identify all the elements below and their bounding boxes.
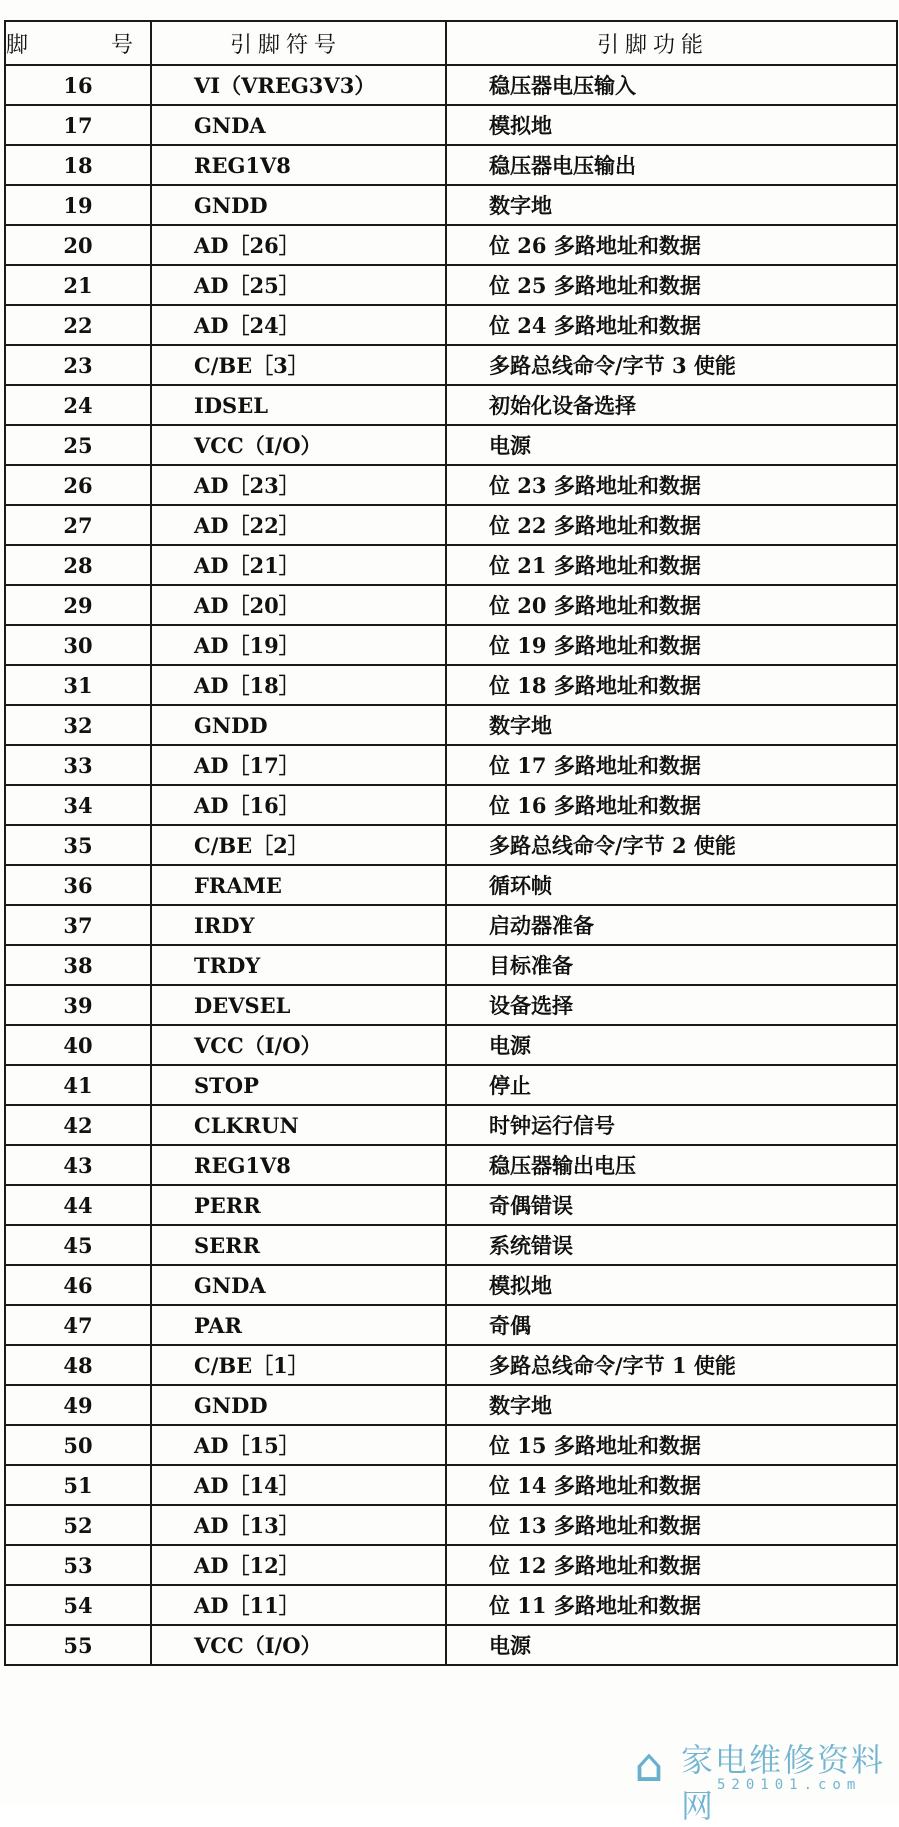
table-row [5,865,897,905]
pin-number-cell: 50 [5,1425,151,1465]
pin-function-cell: 电源 [446,1625,897,1665]
table-row [5,825,897,865]
table-row [5,705,897,745]
pin-function-cell: 初始化设备选择 [446,385,897,425]
pin-function-cell: 位 23 多路地址和数据 [446,465,897,505]
table-row [5,545,897,585]
table-row [5,65,897,105]
pin-symbol-cell: IDSEL [151,385,446,425]
pin-symbol-cell: REG1V8 [151,145,446,185]
table-row [5,1305,897,1345]
table-row [5,1545,897,1585]
pin-number-cell: 18 [5,145,151,185]
table-row [5,905,897,945]
pin-symbol-cell: REG1V8 [151,1145,446,1185]
pin-function-cell: 稳压器电压输出 [446,145,897,185]
pin-number-cell: 52 [5,1505,151,1545]
pin-symbol-cell: AD［20］ [151,585,446,625]
pin-function-cell: 启动器准备 [446,905,897,945]
pin-function-cell: 电源 [446,1025,897,1065]
pin-symbol-cell: GNDA [151,1265,446,1305]
pin-symbol-cell: AD［12］ [151,1545,446,1585]
pin-number-cell: 43 [5,1145,151,1185]
table-row [5,505,897,545]
pin-symbol-cell: GNDD [151,185,446,225]
pin-number-cell: 31 [5,665,151,705]
header-pin-symbol: 引脚符号 [151,21,446,65]
pin-number-cell: 45 [5,1225,151,1265]
table-row [5,585,897,625]
pin-function-cell: 奇偶 [446,1305,897,1345]
pin-number-cell: 46 [5,1265,151,1305]
pin-function-cell: 稳压器电压输入 [446,65,897,105]
pin-symbol-cell: C/BE［3］ [151,345,446,385]
pin-number-cell: 37 [5,905,151,945]
pin-symbol-cell: VCC（I/O） [151,1625,446,1665]
pin-function-cell: 系统错误 [446,1225,897,1265]
table-row [5,1385,897,1425]
pin-number-cell: 23 [5,345,151,385]
table-row [5,345,897,385]
pin-function-cell: 多路总线命令/字节 3 使能 [446,345,897,385]
pin-symbol-cell: CLKRUN [151,1105,446,1145]
pin-number-cell: 33 [5,745,151,785]
pin-table-body [5,65,897,1665]
pin-symbol-cell: VI（VREG3V3） [151,65,446,105]
pin-function-cell: 位 18 多路地址和数据 [446,665,897,705]
table-row [5,1425,897,1465]
pin-number-cell: 20 [5,225,151,265]
pin-number-cell: 22 [5,305,151,345]
pin-function-cell: 多路总线命令/字节 2 使能 [446,825,897,865]
pin-symbol-cell: PAR [151,1305,446,1345]
pin-number-cell: 34 [5,785,151,825]
pin-function-cell: 位 13 多路地址和数据 [446,1505,897,1545]
table-row [5,745,897,785]
pin-function-cell: 位 20 多路地址和数据 [446,585,897,625]
table-row [5,1105,897,1145]
pin-symbol-cell: GNDD [151,1385,446,1425]
pin-function-cell: 位 21 多路地址和数据 [446,545,897,585]
pin-symbol-cell: AD［23］ [151,465,446,505]
pin-symbol-cell: AD［13］ [151,1505,446,1545]
pin-symbol-cell: AD［21］ [151,545,446,585]
pin-number-cell: 27 [5,505,151,545]
table-row [5,1505,897,1545]
table-row [5,465,897,505]
pin-symbol-cell: AD［17］ [151,745,446,785]
pin-symbol-cell: PERR [151,1185,446,1225]
pin-function-cell: 位 19 多路地址和数据 [446,625,897,665]
pin-symbol-cell: GNDA [151,105,446,145]
pin-symbol-cell: VCC（I/O） [151,425,446,465]
pin-symbol-cell: SERR [151,1225,446,1265]
site-watermark [625,1733,886,1825]
pin-function-cell: 位 11 多路地址和数据 [446,1585,897,1625]
table-row [5,985,897,1025]
pin-function-cell: 设备选择 [446,985,897,1025]
pin-number-cell: 28 [5,545,151,585]
pin-function-cell: 停止 [446,1065,897,1105]
pin-function-cell: 位 17 多路地址和数据 [446,745,897,785]
table-row [5,1145,897,1185]
table-row [5,665,897,705]
pin-number-cell: 21 [5,265,151,305]
table-row [5,105,897,145]
table-row [5,225,897,265]
watermark-url: 520101.com [717,1777,862,1793]
pin-symbol-cell: AD［11］ [151,1585,446,1625]
pin-number-cell: 19 [5,185,151,225]
table-row [5,945,897,985]
pin-symbol-cell: DEVSEL [151,985,446,1025]
pin-symbol-cell: AD［25］ [151,265,446,305]
pin-function-cell: 位 16 多路地址和数据 [446,785,897,825]
table-row [5,785,897,825]
table-row [5,1065,897,1105]
pin-number-cell: 16 [5,65,151,105]
pin-function-cell: 模拟地 [446,1265,897,1305]
pin-number-cell: 55 [5,1625,151,1665]
pin-symbol-cell: AD［14］ [151,1465,446,1505]
pin-function-cell: 数字地 [446,705,897,745]
pin-number-cell: 47 [5,1305,151,1345]
pin-function-cell: 稳压器输出电压 [446,1145,897,1185]
pin-number-cell: 41 [5,1065,151,1105]
table-row [5,145,897,185]
pin-function-cell: 位 26 多路地址和数据 [446,225,897,265]
pin-symbol-cell: STOP [151,1065,446,1105]
pin-function-cell: 模拟地 [446,105,897,145]
table-row [5,1345,897,1385]
header-row [5,21,897,65]
pin-number-cell: 39 [5,985,151,1025]
pin-symbol-cell: IRDY [151,905,446,945]
pin-function-cell: 多路总线命令/字节 1 使能 [446,1345,897,1385]
table-row [5,425,897,465]
pin-symbol-cell: GNDD [151,705,446,745]
pin-function-cell: 数字地 [446,1385,897,1425]
table-row [5,185,897,225]
header-pin-number: 脚 号 [5,21,151,65]
pin-number-cell: 54 [5,1585,151,1625]
pin-function-cell: 目标准备 [446,945,897,985]
pin-function-cell: 电源 [446,425,897,465]
pin-function-cell: 奇偶错误 [446,1185,897,1225]
pin-function-cell: 循环帧 [446,865,897,905]
pin-symbol-cell: C/BE［1］ [151,1345,446,1385]
table-row [5,305,897,345]
pin-number-cell: 32 [5,705,151,745]
pin-symbol-cell: AD［22］ [151,505,446,545]
pin-symbol-cell: AD［16］ [151,785,446,825]
pin-symbol-cell: C/BE［2］ [151,825,446,865]
pin-symbol-cell: AD［26］ [151,225,446,265]
pin-number-cell: 38 [5,945,151,985]
pin-number-cell: 40 [5,1025,151,1065]
table-row [5,385,897,425]
table-row [5,625,897,665]
table-row [5,265,897,305]
pin-symbol-cell: AD［19］ [151,625,446,665]
pin-number-cell: 17 [5,105,151,145]
pin-function-cell: 数字地 [446,185,897,225]
pin-number-cell: 49 [5,1385,151,1425]
brand-logo-icon: ⌂ [634,1738,664,1792]
table-row [5,1025,897,1065]
pin-number-cell: 53 [5,1545,151,1585]
table-row [5,1265,897,1305]
pin-function-cell: 位 15 多路地址和数据 [446,1425,897,1465]
pin-number-cell: 48 [5,1345,151,1385]
pin-number-cell: 51 [5,1465,151,1505]
pin-number-cell: 29 [5,585,151,625]
watermark-text: 家电维修资料网 [681,1741,886,1825]
table-row [5,1465,897,1505]
pin-table [4,20,898,1666]
table-row [5,1625,897,1665]
pin-symbol-cell: AD［18］ [151,665,446,705]
pin-function-cell: 时钟运行信号 [446,1105,897,1145]
table-row [5,1185,897,1225]
pin-number-cell: 25 [5,425,151,465]
pin-function-cell: 位 25 多路地址和数据 [446,265,897,305]
pin-function-cell: 位 24 多路地址和数据 [446,305,897,345]
pin-symbol-cell: AD［24］ [151,305,446,345]
pin-symbol-cell: FRAME [151,865,446,905]
pin-function-cell: 位 12 多路地址和数据 [446,1545,897,1585]
pin-number-cell: 24 [5,385,151,425]
table-row [5,1585,897,1625]
table-row [5,1225,897,1265]
header-pin-function: 引脚功能 [446,21,897,65]
pin-number-cell: 36 [5,865,151,905]
pin-number-cell: 42 [5,1105,151,1145]
pin-number-cell: 44 [5,1185,151,1225]
pin-symbol-cell: VCC（I/O） [151,1025,446,1065]
pin-number-cell: 30 [5,625,151,665]
pin-symbol-cell: AD［15］ [151,1425,446,1465]
pin-symbol-cell: TRDY [151,945,446,985]
pin-function-cell: 位 14 多路地址和数据 [446,1465,897,1505]
pin-number-cell: 26 [5,465,151,505]
pin-number-cell: 35 [5,825,151,865]
pin-function-cell: 位 22 多路地址和数据 [446,505,897,545]
